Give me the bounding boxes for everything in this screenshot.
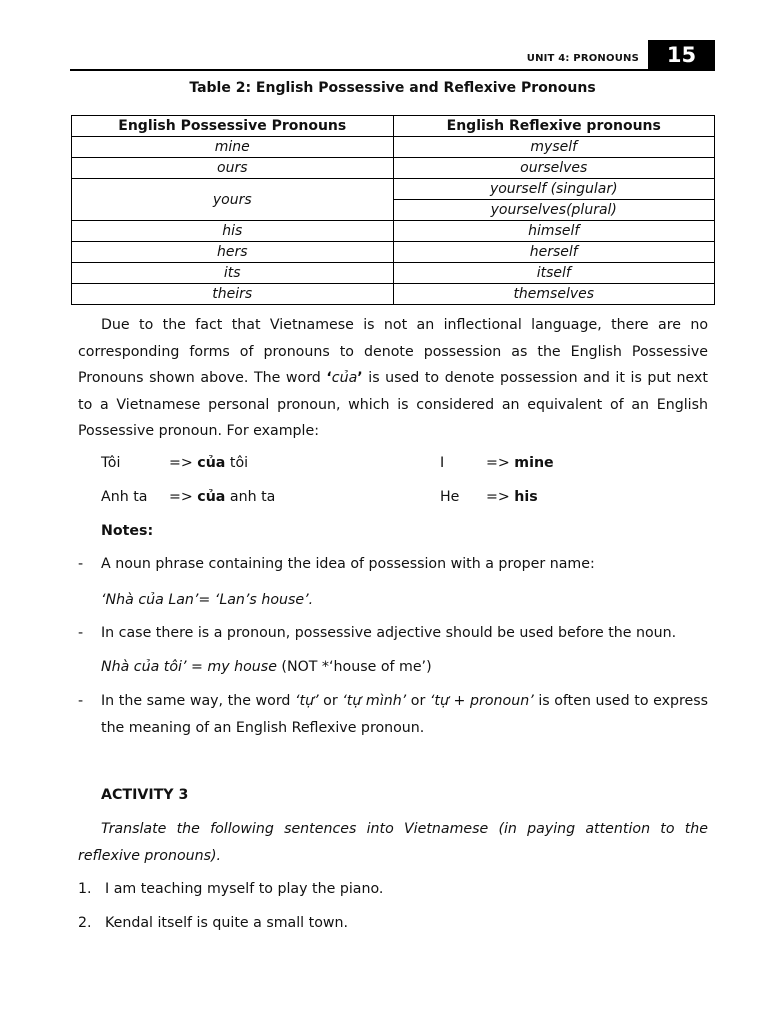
example-vn-1-translation — [169, 455, 248, 471]
table-cell: its — [72, 263, 394, 284]
table-cell: himself — [393, 221, 715, 242]
example-bold-word: của — [197, 489, 226, 505]
table-row — [72, 284, 715, 305]
example-en-1-translation — [486, 455, 554, 471]
note-text: In the same way, the word — [101, 693, 295, 709]
paragraph-text: is used to denote possession and it is put next to a Vietnamese personal pronoun, which is considered an equivalent of an English Possessive pronoun. For example: — [78, 370, 708, 439]
table-cell: itself — [393, 263, 715, 284]
example-rest: anh ta — [229, 489, 276, 505]
table-title: Table 2: English Possessive and Reflexive Pronouns — [189, 80, 596, 96]
arrow: => — [169, 455, 193, 471]
note-2: In case there is a pronoun, possessive adjective should be used before the noun. — [101, 625, 677, 641]
activity-item-number: 2. — [78, 915, 92, 931]
table-row — [72, 179, 715, 200]
table-cell: yourself (singular) — [393, 179, 715, 200]
example-subject: Tôi — [101, 455, 121, 471]
page-number: 15 — [648, 40, 715, 70]
note-term: ‘tự’ — [295, 693, 319, 709]
note-2-example — [101, 654, 708, 681]
arrow: => — [486, 455, 510, 471]
activity-title: ACTIVITY 3 — [101, 787, 189, 803]
table-cell: themselves — [393, 284, 715, 305]
note-2-example-rest: (NOT *‘house of me’) — [276, 659, 432, 675]
example-en-2-translation — [486, 489, 538, 505]
unit-label: UNIT 4: PRONOUNS — [526, 53, 639, 64]
table-row — [72, 137, 715, 158]
table-cell: yours — [72, 179, 394, 221]
note-text: or — [318, 693, 343, 709]
open-quote: ‘ — [326, 370, 332, 386]
table-row — [72, 158, 715, 179]
column-header-reflexive: English Reflexive pronouns — [393, 116, 715, 137]
table-cell: myself — [393, 137, 715, 158]
activity-item: I am teaching myself to play the piano. — [105, 881, 384, 897]
table-header-row — [72, 116, 715, 137]
bullet-dash: - — [78, 693, 84, 709]
example-en-subject: I — [440, 455, 445, 471]
note-text: is often used to express the meaning of an English Reflexive pronoun. — [101, 693, 708, 736]
table-cell: herself — [393, 242, 715, 263]
table-cell: ours — [72, 158, 394, 179]
table-row — [72, 242, 715, 263]
close-quote: ’ — [357, 370, 363, 386]
arrow: => — [169, 489, 193, 505]
table-cell: mine — [72, 137, 394, 158]
example-subject: Anh ta — [101, 489, 148, 505]
bullet-dash: - — [78, 625, 84, 641]
example-bold-word: của — [197, 455, 226, 471]
note-term: ‘tự mình’ — [342, 693, 407, 709]
table-cell: hers — [72, 242, 394, 263]
vietnamese-word: của — [331, 370, 358, 386]
example-rest: tôi — [229, 455, 249, 471]
example-en-1 — [440, 455, 444, 471]
note-1: A noun phrase containing the idea of possession with a proper name: — [101, 556, 595, 572]
example-en-bold: his — [514, 489, 538, 505]
bullet-dash: - — [78, 556, 84, 572]
note-text: or — [406, 693, 430, 709]
intro-paragraph — [78, 312, 708, 445]
table-row — [72, 221, 715, 242]
notes-title: Notes: — [101, 523, 154, 539]
note-2-example-italic: Nhà của tôi’ = my house — [101, 659, 277, 675]
example-vn-1 — [101, 455, 120, 471]
pronoun-table — [71, 115, 715, 305]
table-cell: his — [72, 221, 394, 242]
example-vn-2-translation — [169, 489, 275, 505]
table-cell: ourselves — [393, 158, 715, 179]
note-term: ‘tự + pronoun’ — [429, 693, 534, 709]
page-header — [70, 40, 715, 71]
activity-instruction: Translate the following sentences into Vietnamese (in paying attention to the reflexive pronouns). — [78, 821, 708, 864]
example-en-2 — [440, 489, 459, 505]
activity-item: Kendal itself is quite a small town. — [105, 915, 348, 931]
arrow: => — [486, 489, 510, 505]
example-en-subject: He — [440, 489, 460, 505]
column-header-possessive: English Possessive Pronouns — [72, 116, 394, 137]
example-vn-2 — [101, 489, 147, 505]
table-cell: yourselves(plural) — [393, 200, 715, 221]
example-en-bold: mine — [514, 455, 554, 471]
paragraph-text: Due to the fact that Vietnamese is not an inflectional language, there are no corresponding forms of pronouns to denote possession as the English Possessive Pronouns shown above. The word — [78, 317, 708, 386]
note-1-example: ‘Nhà của Lan’= ‘Lan’s house’. — [101, 592, 314, 608]
table-row — [72, 263, 715, 284]
activity-item-number: 1. — [78, 881, 92, 897]
table-cell: theirs — [72, 284, 394, 305]
note-3 — [101, 688, 708, 741]
